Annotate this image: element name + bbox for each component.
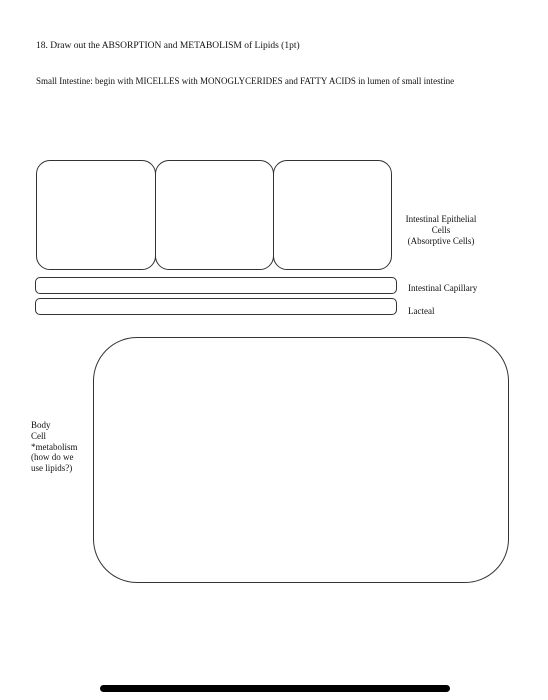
question-title: 18. Draw out the ABSORPTION and METABOLISM of Lipids (1pt) — [36, 41, 300, 51]
epithelial-label-line-2: Cells — [431, 224, 451, 235]
instruction-text: Small Intestine: begin with MICELLES with MONOGLYCERIDES and FATTY ACIDS in lumen of small intestine — [36, 76, 455, 86]
epithelial-cells-label — [393, 214, 489, 246]
epithelial-cell-box-3 — [273, 160, 392, 270]
body-cell-label-line-5: use lipids?) — [31, 463, 73, 474]
intestinal-capillary-box — [35, 277, 397, 294]
body-cell-label — [31, 420, 91, 474]
body-cell-label-line-4: (how do we — [31, 452, 74, 463]
epithelial-cell-box-1 — [36, 160, 156, 270]
lacteal-box — [35, 298, 397, 315]
epithelial-label-line-1: Intestinal Epithelial — [405, 214, 477, 224]
body-cell-label-line-3: *metabolism — [31, 441, 78, 452]
intestinal-capillary-label: Intestinal Capillary — [408, 283, 478, 293]
epithelial-label-line-3: (Absorptive Cells) — [407, 235, 475, 246]
lacteal-label: Lacteal — [408, 306, 435, 316]
body-cell-label-line-2: Cell — [31, 430, 46, 441]
home-indicator-bar[interactable] — [100, 685, 450, 692]
epithelial-cell-box-2 — [155, 160, 274, 270]
body-cell-label-line-1: Body — [31, 420, 51, 430]
body-cell-box — [93, 337, 509, 583]
